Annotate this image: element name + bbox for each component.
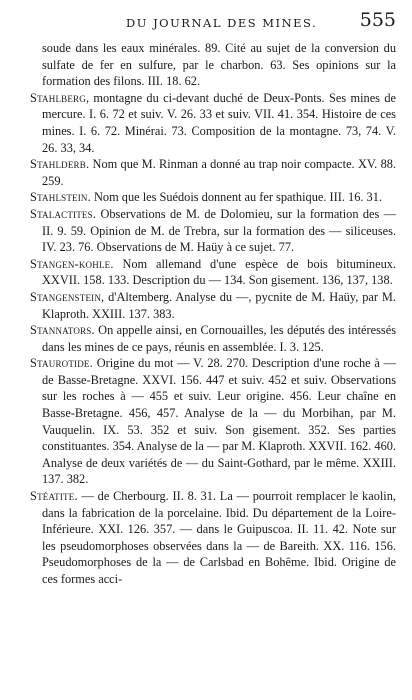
index-entry bbox=[30, 256, 396, 289]
index-entry bbox=[30, 40, 396, 90]
entry-headword: Stangenstein bbox=[30, 289, 102, 304]
index-entry bbox=[30, 355, 396, 488]
entry-text: , d'Altemberg. Analyse du —, pycnite de M. Haüy, par M. Klaproth. XXIII. 137. 383. bbox=[42, 289, 396, 321]
entry-text: Observations de M. de Dolomieu, sur la formation des — II. 9. 59. Opinion de M. de Trebra, sur la formation des — siliceuses. IV. 23. 76. Observations de M. Haüy à ce sujet. 77. bbox=[42, 206, 396, 255]
entry-text: , montagne du ci-devant duché de Deux-Ponts. Ses mines de mercure. I. 6. 72 et suiv. V. 26. 33 et suiv. VII. 41. 354. Histoire de ces mines. I. 6. 72. Minérai. 73. Composition de la montagne. 73, 74. V. 26. 33, 34. bbox=[42, 90, 396, 155]
index-entry bbox=[30, 156, 396, 189]
entry-text: Nom que les Suédois donnent au fer spathique. III. 16. 31. bbox=[90, 190, 382, 205]
entry-headword: Staurotide. bbox=[30, 356, 93, 371]
index-entry bbox=[30, 90, 396, 156]
entry-text: On appelle ainsi, en Cornouailles, les députés des intéressés dans les mines de ce pays, réunis en assemblée. I. 3. 125. bbox=[42, 323, 396, 354]
entry-headword: Stannators. bbox=[30, 323, 95, 338]
entry-headword: Stahlstein. bbox=[30, 190, 91, 205]
entry-text: — de Cherbourg. II. 8. 31. La — pourroit remplacer le kaolin, dans la fabrication de la porcelaine. Ibid. Du département de la Loire-Inférieure. XXI. 126. 357. — dans le Guipuscoa. II. 11. 42. Note sur les pseudomorphoses observées dans la — de Bareith. XX. 116. 156. Pseudomorphoses de la — de Carlsbad en Bohême. Ibid. Origine de ces formes acci- bbox=[42, 489, 396, 586]
index-entry bbox=[30, 488, 396, 588]
index-entry bbox=[30, 206, 396, 256]
entry-headword: Stangen-kohle. bbox=[30, 256, 114, 271]
entry-text: Origine du mot — V. 28. 270. Description d'une roche à — de Basse-Bretagne. XXVI. 156. 447 et suiv. 452 et suiv. Observations sur les roches à — 455 et suiv. Leur origine. 456. Leur chaîne en Basse-Bretagne. 456, 457. Analyse de la — du Morbihan, par M. Vauquelin. IX. 53. 352 et suiv. Son gisement. 352. Ses parties constituantes. 354. Analyse de la — par M. Klaproth. XXVII. 162. 460. Analyse de deux variétés de — du Saint-Gothard, par le même. XXIII. 137. 382. bbox=[42, 356, 396, 487]
page-header bbox=[30, 6, 396, 40]
entry-headword: Stahlberg bbox=[30, 90, 86, 105]
running-title: DU JOURNAL DES MINES. bbox=[126, 16, 318, 30]
index-entry bbox=[30, 289, 396, 322]
index-entry bbox=[30, 189, 396, 206]
entry-text: Nom que M. Rinman a donné au trap noir compacte. XV. 88. 259. bbox=[42, 157, 396, 188]
index-body bbox=[30, 40, 396, 588]
page-number: 555 bbox=[359, 9, 396, 31]
index-entry bbox=[30, 322, 396, 355]
entry-text: soude dans les eaux minérales. 89. Cité au sujet de la conversion du sulfate de fer en sulfure, par le charbon. 63. Ses opinions sur la formation des filons. III. 18. 62. bbox=[42, 41, 396, 89]
entry-text: Nom allemand d'une espèce de bois bitumineux. XXVII. 158. 133. Description du — 134. Son gisement. 136, 137, 138. bbox=[42, 256, 396, 288]
entry-headword: Stéatite. bbox=[30, 489, 78, 504]
entry-headword: Stahlderb. bbox=[30, 157, 90, 172]
entry-headword: Stalactites. bbox=[30, 206, 97, 221]
